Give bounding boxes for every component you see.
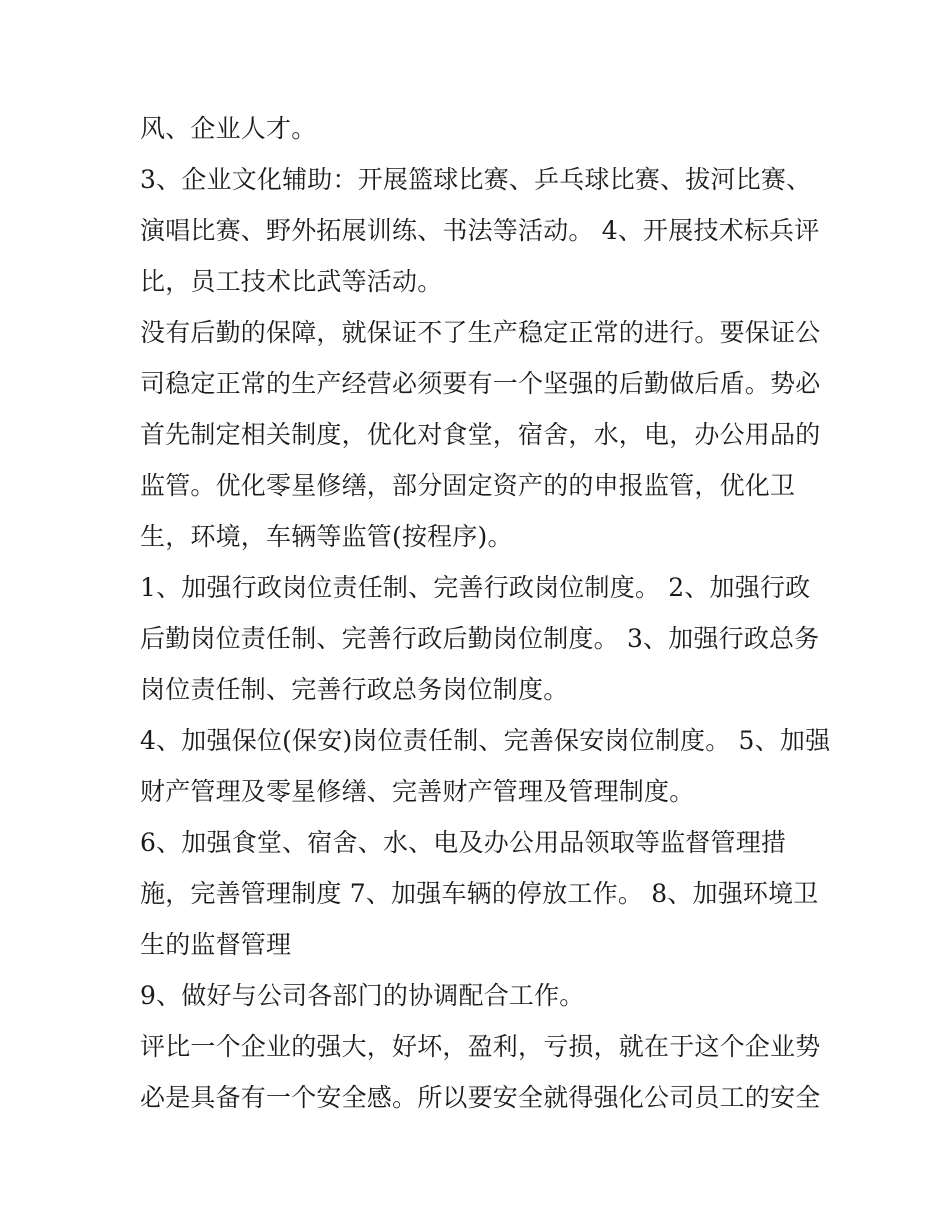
- text-line: 司稳定正常的生产经营必须要有一个坚强的后勤做后盾。势必: [140, 369, 821, 398]
- text-line: 3、企业文化辅助：开展篮球比赛、乒乓球比赛、拔河比赛、: [140, 165, 812, 194]
- text-line: 后勤岗位责任制、完善行政后勤岗位制度。 3、加强行政总务: [140, 624, 820, 653]
- text-line: 首先制定相关制度，优化对食堂，宿舍，水，电，办公用品的: [140, 420, 821, 449]
- text-line: 演唱比赛、野外拓展训练、书法等活动。 4、开展技术标兵评: [140, 216, 820, 245]
- text-line: 比，员工技术比武等活动。: [140, 267, 443, 296]
- text-line: 财产管理及零星修缮、完善财产管理及管理制度。: [140, 777, 695, 806]
- text-line: 必是具备有一个安全感。所以要安全就得强化公司员工的安全: [140, 1083, 821, 1112]
- text-line: 监管。优化零星修缮，部分固定资产的的申报监管，优化卫: [140, 471, 796, 500]
- text-line: 施，完善管理制度 7、加强车辆的停放工作。 8、加强环境卫: [140, 879, 819, 908]
- text-line: 没有后勤的保障，就保证不了生产稳定正常的进行。要保证公: [140, 318, 821, 347]
- text-line: 生，环境，车辆等监管(按程序)。: [140, 522, 513, 551]
- text-line: 1、加强行政岗位责任制、完善行政岗位制度。 2、加强行政: [140, 573, 811, 602]
- text-line: 9、做好与公司各部门的协调配合工作。: [140, 981, 585, 1010]
- text-line: 生的监督管理: [140, 930, 292, 959]
- text-line: 6、加强食堂、宿舍、水、电及办公用品领取等监督管理措: [140, 828, 787, 857]
- text-line: 4、加强保位(保安)岗位责任制、完善保安岗位制度。 5、加强: [140, 726, 831, 755]
- text-line: 评比一个企业的强大，好坏，盈利，亏损，就在于这个企业势: [140, 1032, 821, 1061]
- text-line: 岗位责任制、完善行政总务岗位制度。: [140, 675, 569, 704]
- text-line: 风、企业人才。: [140, 114, 317, 143]
